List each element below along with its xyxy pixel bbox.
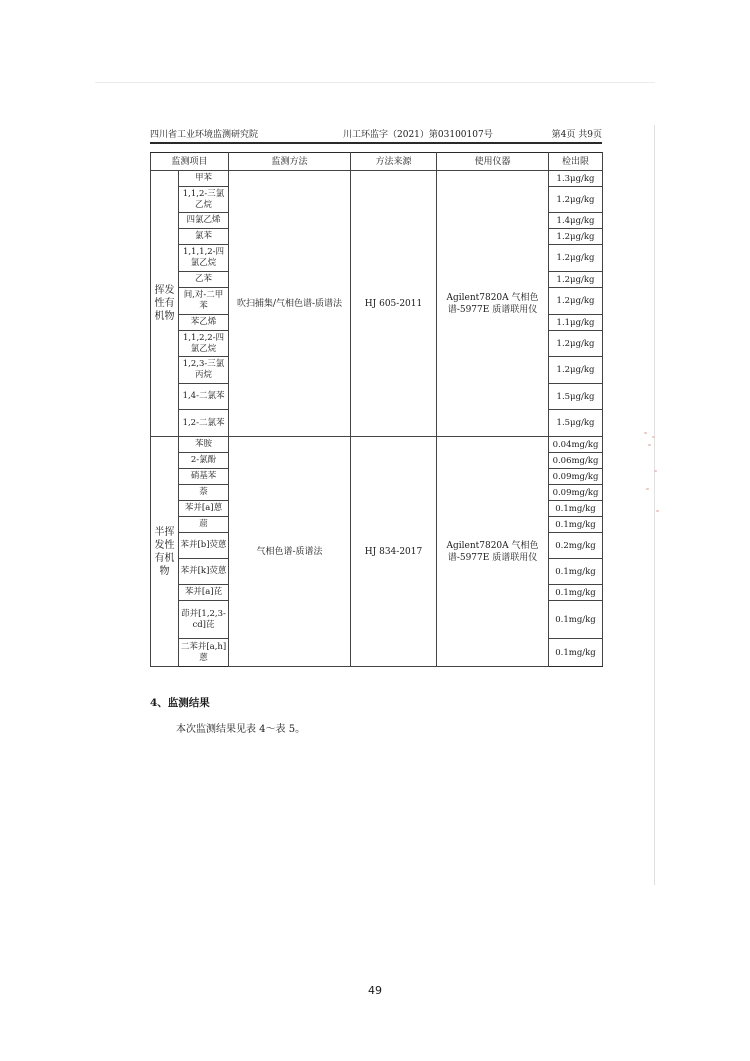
header-page-info: 第4页 共9页 [551,130,602,140]
limit-cell: 0.06mg/kg [549,453,603,469]
limit-cell: 0.09mg/kg [549,485,603,501]
limit-cell: 0.1mg/kg [549,517,603,533]
limit-cell: 1.5μg/kg [549,410,603,437]
column-header-item: 监测项目 [151,153,229,171]
limit-cell: 1.2μg/kg [549,229,603,245]
limit-cell: 0.1mg/kg [549,559,603,585]
item-cell: 1,1,1,2-四氯乙烷 [179,245,229,272]
category-cell: 挥发性有机物 [151,171,179,437]
item-cell: 䓛 [179,517,229,533]
item-cell: 2-氯酚 [179,453,229,469]
item-cell: 甲苯 [179,171,229,187]
item-cell: 苯并[b]荧蒽 [179,533,229,559]
instrument-cell: Agilent7820A 气相色谱-5977E 质谱联用仪 [437,171,549,437]
header-institute: 四川省工业环境监测研究院 [150,130,259,140]
limit-cell: 1.2μg/kg [549,288,603,315]
page-header [150,127,602,143]
section-title: 4、监测结果 [150,697,210,709]
table-header-row [151,153,603,171]
item-cell: 乙苯 [179,272,229,288]
limit-cell: 1.2μg/kg [549,187,603,213]
limit-cell: 0.2mg/kg [549,533,603,559]
item-cell: 1,2-二氯苯 [179,410,229,437]
limit-cell: 1.2μg/kg [549,331,603,357]
scan-top-edge [95,82,655,83]
limit-cell: 0.1mg/kg [549,601,603,639]
limit-cell: 1.2μg/kg [549,357,603,384]
item-cell: 苯胺 [179,437,229,453]
header-rule [150,142,602,144]
limit-cell: 1.1μg/kg [549,315,603,331]
table-row [151,171,603,187]
item-cell: 苯乙烯 [179,315,229,331]
item-cell: 二苯并[a,h]蒽 [179,639,229,667]
item-cell: 苯并[a]蒽 [179,501,229,517]
table-row [151,437,603,453]
limit-cell: 0.09mg/kg [549,469,603,485]
limit-cell: 0.1mg/kg [549,639,603,667]
item-cell: 硝基苯 [179,469,229,485]
column-header-source: 方法来源 [351,153,437,171]
instrument-cell: Agilent7820A 气相色谱-5977E 质谱联用仪 [437,437,549,667]
item-cell: 1,1,2-三氯乙烷 [179,187,229,213]
item-cell: 苯并[k]荧蒽 [179,559,229,585]
source-cell: HJ 605-2011 [351,171,437,437]
limit-cell: 1.4μg/kg [549,213,603,229]
column-header-instrument: 使用仪器 [437,153,549,171]
item-cell: 四氯乙烯 [179,213,229,229]
item-cell: 氯苯 [179,229,229,245]
item-cell: 1,1,2,2-四氯乙烷 [179,331,229,357]
item-cell: 萘 [179,485,229,501]
item-cell: 间,对-二甲苯 [179,288,229,315]
limit-cell: 0.04mg/kg [549,437,603,453]
category-cell: 半挥发性有机物 [151,437,179,667]
limit-cell: 1.3μg/kg [549,171,603,187]
monitoring-method-table [150,152,603,667]
page-number: 49 [368,984,382,997]
limit-cell: 0.1mg/kg [549,501,603,517]
item-cell: 茚并[1,2,3-cd]芘 [179,601,229,639]
scan-specks [640,430,670,520]
method-cell: 气相色谱-质谱法 [229,437,351,667]
column-header-method: 监测方法 [229,153,351,171]
source-cell: HJ 834-2017 [351,437,437,667]
limit-cell: 1.2μg/kg [549,272,603,288]
item-cell: 苯并[a]芘 [179,585,229,601]
item-cell: 1,4-二氯苯 [179,384,229,410]
item-cell: 1,2,3-三氯丙烷 [179,357,229,384]
limit-cell: 1.2μg/kg [549,245,603,272]
section-text: 本次监测结果见表 4～表 5。 [176,724,306,735]
column-header-limit: 检出限 [549,153,603,171]
limit-cell: 1.5μg/kg [549,384,603,410]
method-cell: 吹扫捕集/气相色谱-质谱法 [229,171,351,437]
limit-cell: 0.1mg/kg [549,585,603,601]
header-report-number: 川工环监字（2021）第03100107号 [343,130,493,140]
